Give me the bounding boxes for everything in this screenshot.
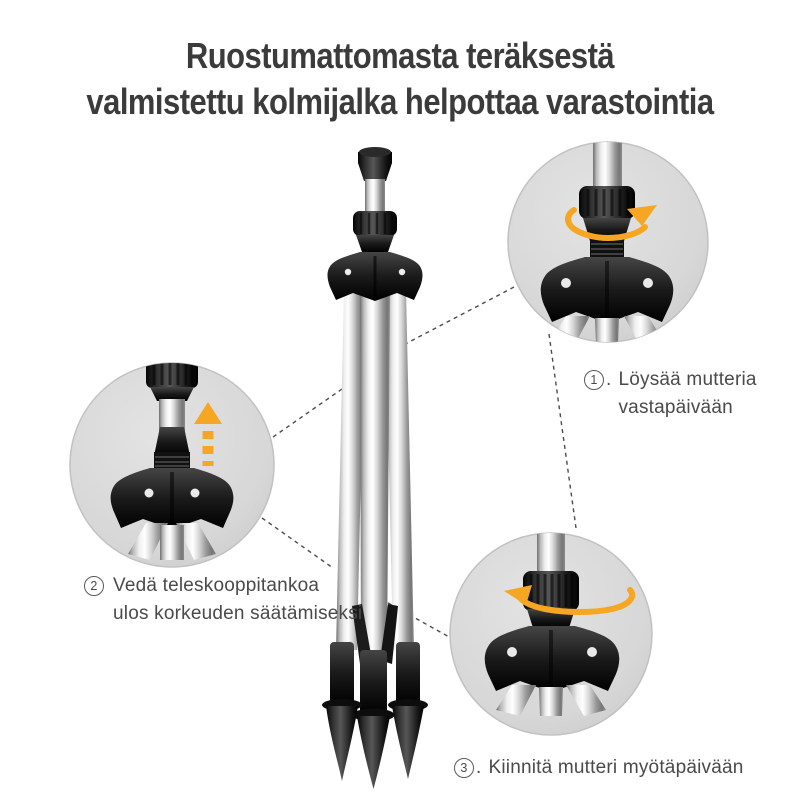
callout-circle-pull-rod <box>70 361 274 567</box>
detail-rivet-right <box>587 647 597 657</box>
connector-top-circle-to-bottom-circle <box>549 334 576 528</box>
detail-leg-center <box>539 687 563 716</box>
step-2-number-badge: 2 <box>84 576 104 596</box>
callout-circle-loosen-nut <box>508 140 708 346</box>
tripod-feet <box>322 642 428 789</box>
telescopic-pole <box>365 179 385 213</box>
step-2-text-line-2: ulos korkeuden säätämiseksi <box>113 603 363 624</box>
step-2-text-line-1: Vedä teleskooppitankoa <box>113 575 320 596</box>
tripod-product-photo <box>322 147 428 789</box>
detail-leg-center <box>160 525 184 560</box>
foot-sleeve-right <box>396 642 420 704</box>
tripod-hub <box>328 252 423 301</box>
step-3-text <box>488 754 743 782</box>
step-1-text <box>618 366 756 422</box>
step-1-number-badge: 1 <box>584 370 604 390</box>
detail-rivet-left <box>145 489 154 498</box>
rubber-cap-top <box>359 147 391 157</box>
callout-circle-tighten-nut <box>450 533 652 735</box>
connector-left-circle-to-leg <box>262 518 333 568</box>
page-title-line-2: valmistettu kolmijalka helpottaa varastointia <box>86 81 714 122</box>
detail-nut-ribs <box>531 574 572 607</box>
detail-rivet-left <box>507 647 517 657</box>
step-1-loosen-nut <box>584 366 757 422</box>
detail-rivet-left <box>561 278 571 288</box>
page-title-line-1: Ruostumattomasta teräksestä <box>185 35 615 76</box>
step-1-text-line-2: vastapäivään <box>618 397 733 418</box>
locking-nut <box>353 211 397 252</box>
step-1-separator: . <box>606 369 612 390</box>
foot-sleeve-center <box>360 650 387 714</box>
step-3-separator: . <box>476 757 482 778</box>
ground-spike-right <box>392 706 424 779</box>
detail-rivet-right <box>191 489 200 498</box>
step-3-text-line-1: Kiinnitä mutteri myötäpäivään <box>488 757 744 778</box>
page-title <box>56 33 744 125</box>
detail-rivet-right <box>643 278 653 288</box>
foot-sleeve-left <box>330 642 354 704</box>
step-2-pull-rod <box>84 572 362 628</box>
detail-pole <box>593 140 622 190</box>
hub-rivet-left <box>345 269 351 275</box>
step-2-text <box>113 572 362 628</box>
step-3-tighten-nut <box>454 754 744 782</box>
detail-top-nut-taper <box>150 387 194 401</box>
detail-collar <box>154 427 190 456</box>
ground-spike-left <box>326 706 358 781</box>
ground-spike-center <box>357 716 390 789</box>
step-1-text-line-1: Löysää mutteria <box>618 369 757 390</box>
tripod-leg-center <box>360 288 390 655</box>
nut-knurled-ring <box>353 211 397 236</box>
nut-taper <box>356 235 394 252</box>
hub-rivet-right <box>399 269 405 275</box>
step-3-number-badge: 3 <box>454 758 474 778</box>
